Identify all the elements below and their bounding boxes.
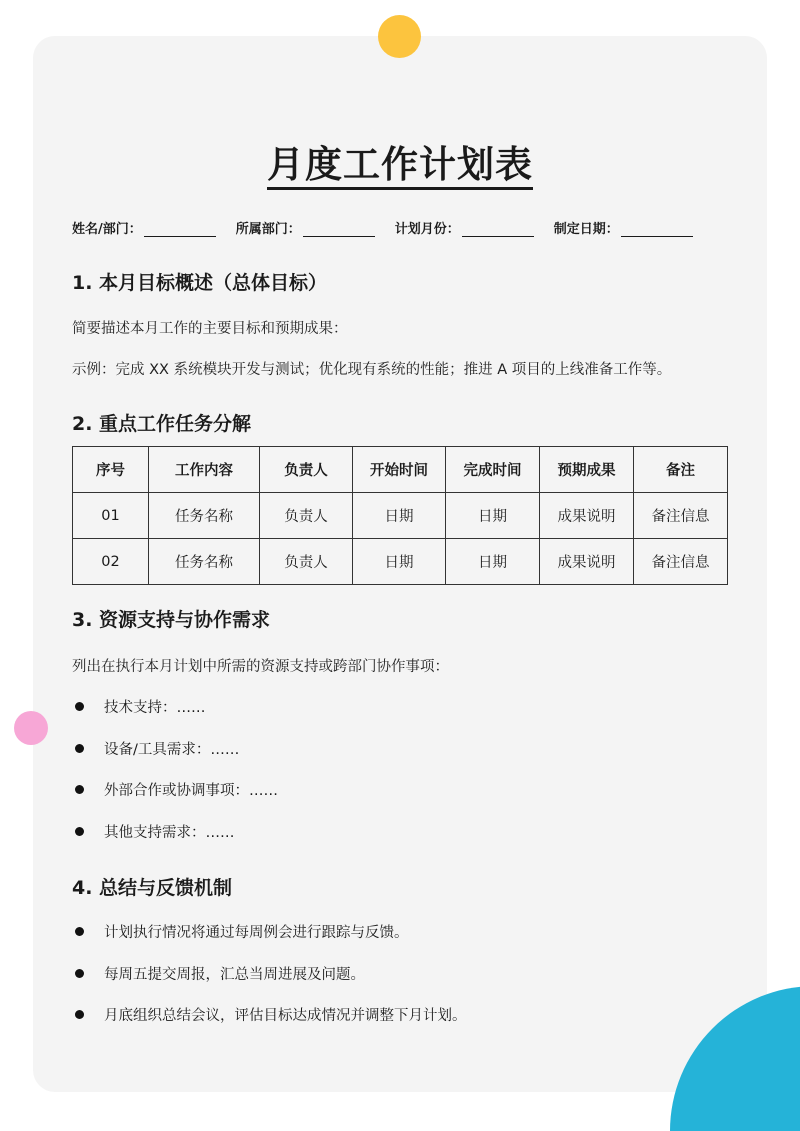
table-cell: 备注信息: [634, 539, 728, 585]
table-cell: 成果说明: [540, 539, 634, 585]
pink-dot-decoration: [14, 711, 48, 745]
section3-heading: 3. 资源支持与协作需求: [72, 609, 271, 631]
meta-field-name: [72, 218, 216, 237]
list-item-text: 外部合作或协调事项：……: [104, 783, 278, 800]
blank-line[interactable]: [621, 222, 693, 237]
list-item: [72, 911, 467, 953]
bullet-icon: [75, 744, 84, 753]
table-row: [73, 493, 728, 539]
bullet-icon: [75, 969, 84, 978]
blank-line[interactable]: [303, 222, 375, 237]
bullet-icon: [75, 927, 84, 936]
section1-line1: 简要描述本月工作的主要目标和预期成果：: [72, 321, 348, 337]
list-item: [72, 811, 278, 853]
meta-label: 姓名/部门：: [72, 222, 142, 237]
list-item: [72, 994, 467, 1036]
table-cell: 02: [73, 539, 149, 585]
table-header-row: [73, 447, 728, 493]
table-row: [73, 539, 728, 585]
meta-field-date: [554, 218, 693, 237]
bullet-icon: [75, 1010, 84, 1019]
table-header: 完成时间: [446, 447, 540, 493]
table-cell: 任务名称: [149, 493, 260, 539]
section1-heading: 1. 本月目标概述（总体目标）: [72, 272, 328, 294]
section1-line2: 示例：完成 XX 系统模块开发与测试；优化现有系统的性能；推进 A 项目的上线准备工作等。: [72, 362, 672, 378]
meta-label: 所属部门：: [235, 222, 301, 237]
list-item: [72, 728, 278, 770]
meta-field-month: [395, 218, 534, 237]
list-item: [72, 953, 467, 995]
blank-line[interactable]: [144, 222, 216, 237]
table-cell: 01: [73, 493, 149, 539]
list-item-text: 其他支持需求：……: [104, 824, 235, 841]
table-cell: 备注信息: [634, 493, 728, 539]
table-cell: 日期: [353, 539, 446, 585]
section2-heading: 2. 重点工作任务分解: [72, 413, 252, 435]
list-item-text: 计划执行情况将通过每周例会进行跟踪与反馈。: [104, 925, 409, 942]
table-header: 备注: [634, 447, 728, 493]
list-item-text: 技术支持：……: [104, 700, 206, 717]
section3-list: [72, 686, 278, 852]
meta-fields: [72, 218, 732, 237]
table-header: 序号: [73, 447, 149, 493]
bullet-icon: [75, 702, 84, 711]
section4-list: [72, 911, 467, 1036]
table-header: 负责人: [260, 447, 353, 493]
table-header: 工作内容: [149, 447, 260, 493]
list-item-text: 设备/工具需求：……: [104, 741, 240, 758]
list-item: [72, 769, 278, 811]
bullet-icon: [75, 785, 84, 794]
meta-field-department: [236, 218, 375, 237]
table-header: 预期成果: [540, 447, 634, 493]
table-cell: 日期: [353, 493, 446, 539]
task-table: [72, 446, 728, 585]
meta-label: 制定日期：: [553, 222, 619, 237]
section4-heading: 4. 总结与反馈机制: [72, 877, 233, 899]
yellow-dot-decoration: [378, 15, 421, 58]
table-cell: 日期: [446, 493, 540, 539]
section3-intro: 列出在执行本月计划中所需的资源支持或跨部门协作事项：: [72, 659, 449, 675]
list-item-text: 月底组织总结会议，评估目标达成情况并调整下月计划。: [104, 1008, 467, 1025]
bullet-icon: [75, 827, 84, 836]
meta-label: 计划月份：: [394, 222, 460, 237]
list-item: [72, 686, 278, 728]
table-cell: 负责人: [260, 493, 353, 539]
list-item-text: 每周五提交周报，汇总当周进展及问题。: [104, 966, 365, 983]
table-header: 开始时间: [353, 447, 446, 493]
table-cell: 日期: [446, 539, 540, 585]
table-cell: 负责人: [260, 539, 353, 585]
table-cell: 任务名称: [149, 539, 260, 585]
table-cell: 成果说明: [540, 493, 634, 539]
blank-line[interactable]: [462, 222, 534, 237]
page-title: 月度工作计划表: [0, 134, 800, 188]
